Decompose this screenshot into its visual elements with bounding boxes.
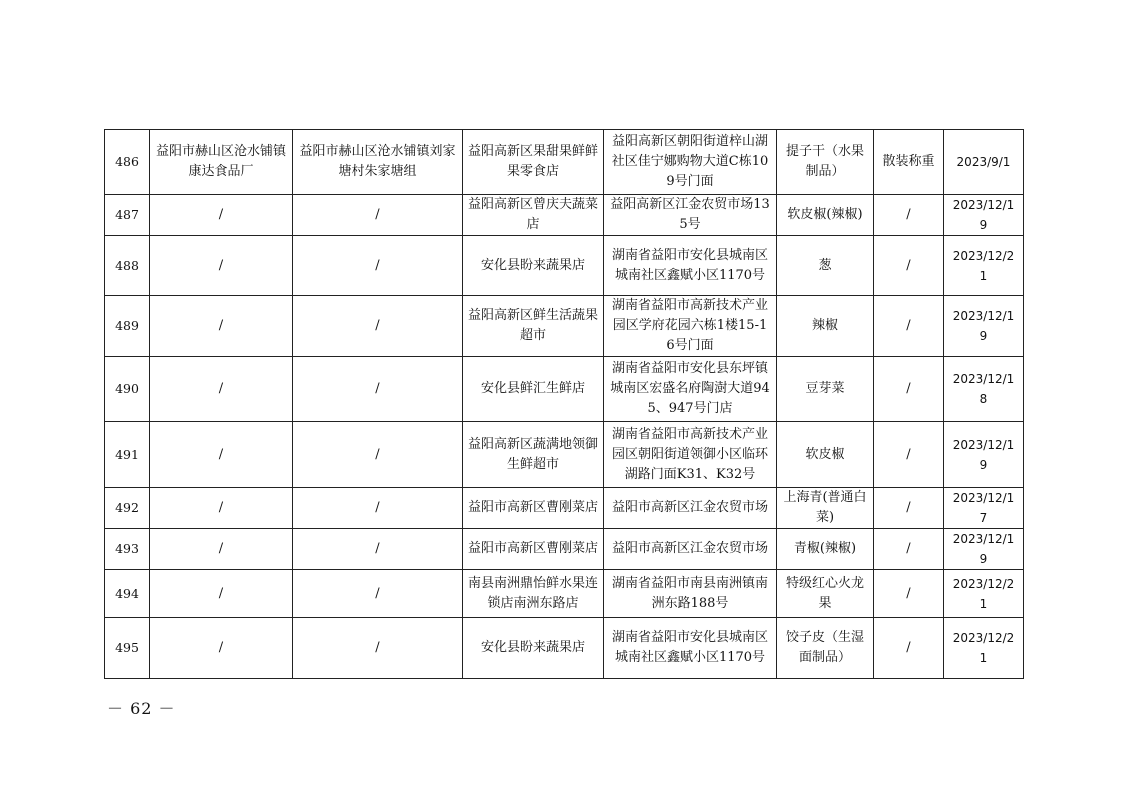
product-spec: / [874, 488, 944, 529]
product-name: 提子干（水果制品） [777, 130, 874, 195]
product-name: 葱 [777, 236, 874, 296]
seller-name: 安化县鲜汇生鲜店 [463, 357, 604, 422]
producer-address: / [293, 570, 463, 618]
seller-name: 益阳高新区蔬满地领御生鲜超市 [463, 422, 604, 488]
product-spec: / [874, 195, 944, 236]
producer-name: / [150, 529, 293, 570]
seller-address: 益阳市高新区江金农贸市场 [604, 488, 777, 529]
producer-name: / [150, 236, 293, 296]
product-name: 上海青(普通白菜) [777, 488, 874, 529]
seller-address: 湖南省益阳市高新技术产业园区朝阳街道领御小区临环湖路门面K31、K32号 [604, 422, 777, 488]
seller-address: 湖南省益阳市南县南洲镇南洲东路188号 [604, 570, 777, 618]
producer-address: / [293, 618, 463, 679]
row-number: 490 [105, 357, 150, 422]
seller-name: 益阳市高新区曹刚菜店 [463, 488, 604, 529]
production-date: 2023/9/1 [944, 130, 1024, 195]
seller-address: 益阳高新区朝阳街道梓山湖社区佳宁娜购物大道C栋109号门面 [604, 130, 777, 195]
product-spec: / [874, 236, 944, 296]
row-number: 491 [105, 422, 150, 488]
table-row [105, 296, 1024, 357]
table-body [105, 130, 1024, 679]
production-date: 2023/12/21 [944, 570, 1024, 618]
seller-name: 益阳高新区果甜果鲜鲜果零食店 [463, 130, 604, 195]
seller-address: 益阳高新区江金农贸市场135号 [604, 195, 777, 236]
producer-address: / [293, 357, 463, 422]
production-date: 2023/12/19 [944, 296, 1024, 357]
production-date: 2023/12/21 [944, 618, 1024, 679]
production-date: 2023/12/19 [944, 529, 1024, 570]
seller-address: 湖南省益阳市安化县东坪镇城南区宏盛名府陶澍大道945、947号门店 [604, 357, 777, 422]
producer-name: / [150, 195, 293, 236]
page-number: － 62 － [107, 699, 176, 718]
product-name: 饺子皮（生湿面制品） [777, 618, 874, 679]
table-row [105, 618, 1024, 679]
producer-address: / [293, 529, 463, 570]
production-date: 2023/12/18 [944, 357, 1024, 422]
seller-name: 益阳市高新区曹刚菜店 [463, 529, 604, 570]
seller-address: 湖南省益阳市高新技术产业园区学府花园六栋1楼15-16号门面 [604, 296, 777, 357]
product-name: 辣椒 [777, 296, 874, 357]
producer-name: / [150, 422, 293, 488]
seller-name: 益阳高新区鲜生活蔬果超市 [463, 296, 604, 357]
product-spec: / [874, 529, 944, 570]
seller-name: 益阳高新区曾庆夫蔬菜店 [463, 195, 604, 236]
production-date: 2023/12/19 [944, 195, 1024, 236]
row-number: 488 [105, 236, 150, 296]
product-name: 软皮椒(辣椒) [777, 195, 874, 236]
table-row [105, 488, 1024, 529]
producer-address: / [293, 236, 463, 296]
product-name: 青椒(辣椒) [777, 529, 874, 570]
row-number: 493 [105, 529, 150, 570]
product-name: 豆芽菜 [777, 357, 874, 422]
table-row [105, 529, 1024, 570]
producer-address: / [293, 422, 463, 488]
producer-name: / [150, 618, 293, 679]
table-row [105, 236, 1024, 296]
producer-address: / [293, 195, 463, 236]
producer-name: 益阳市赫山区沧水铺镇康达食品厂 [150, 130, 293, 195]
production-date: 2023/12/17 [944, 488, 1024, 529]
producer-address: / [293, 488, 463, 529]
product-spec: / [874, 422, 944, 488]
seller-address: 湖南省益阳市安化县城南区城南社区鑫赋小区1170号 [604, 236, 777, 296]
seller-name: 南县南洲鼎怡鲜水果连锁店南洲东路店 [463, 570, 604, 618]
product-name: 特级红心火龙果 [777, 570, 874, 618]
table-row [105, 570, 1024, 618]
producer-name: / [150, 488, 293, 529]
row-number: 486 [105, 130, 150, 195]
production-date: 2023/12/21 [944, 236, 1024, 296]
producer-name: / [150, 357, 293, 422]
product-spec: 散装称重 [874, 130, 944, 195]
producer-address: 益阳市赫山区沧水铺镇刘家塘村朱家塘组 [293, 130, 463, 195]
table-row [105, 357, 1024, 422]
row-number: 495 [105, 618, 150, 679]
row-number: 494 [105, 570, 150, 618]
table-row [105, 130, 1024, 195]
row-number: 487 [105, 195, 150, 236]
producer-name: / [150, 296, 293, 357]
seller-name: 安化县盼来蔬果店 [463, 236, 604, 296]
product-spec: / [874, 570, 944, 618]
product-name: 软皮椒 [777, 422, 874, 488]
table-row [105, 195, 1024, 236]
product-spec: / [874, 618, 944, 679]
producer-name: / [150, 570, 293, 618]
seller-address: 湖南省益阳市安化县城南区城南社区鑫赋小区1170号 [604, 618, 777, 679]
producer-address: / [293, 296, 463, 357]
row-number: 489 [105, 296, 150, 357]
seller-address: 益阳市高新区江金农贸市场 [604, 529, 777, 570]
row-number: 492 [105, 488, 150, 529]
product-spec: / [874, 357, 944, 422]
sampling-results-table [104, 129, 1024, 679]
seller-name: 安化县盼来蔬果店 [463, 618, 604, 679]
production-date: 2023/12/19 [944, 422, 1024, 488]
table-row [105, 422, 1024, 488]
product-spec: / [874, 296, 944, 357]
